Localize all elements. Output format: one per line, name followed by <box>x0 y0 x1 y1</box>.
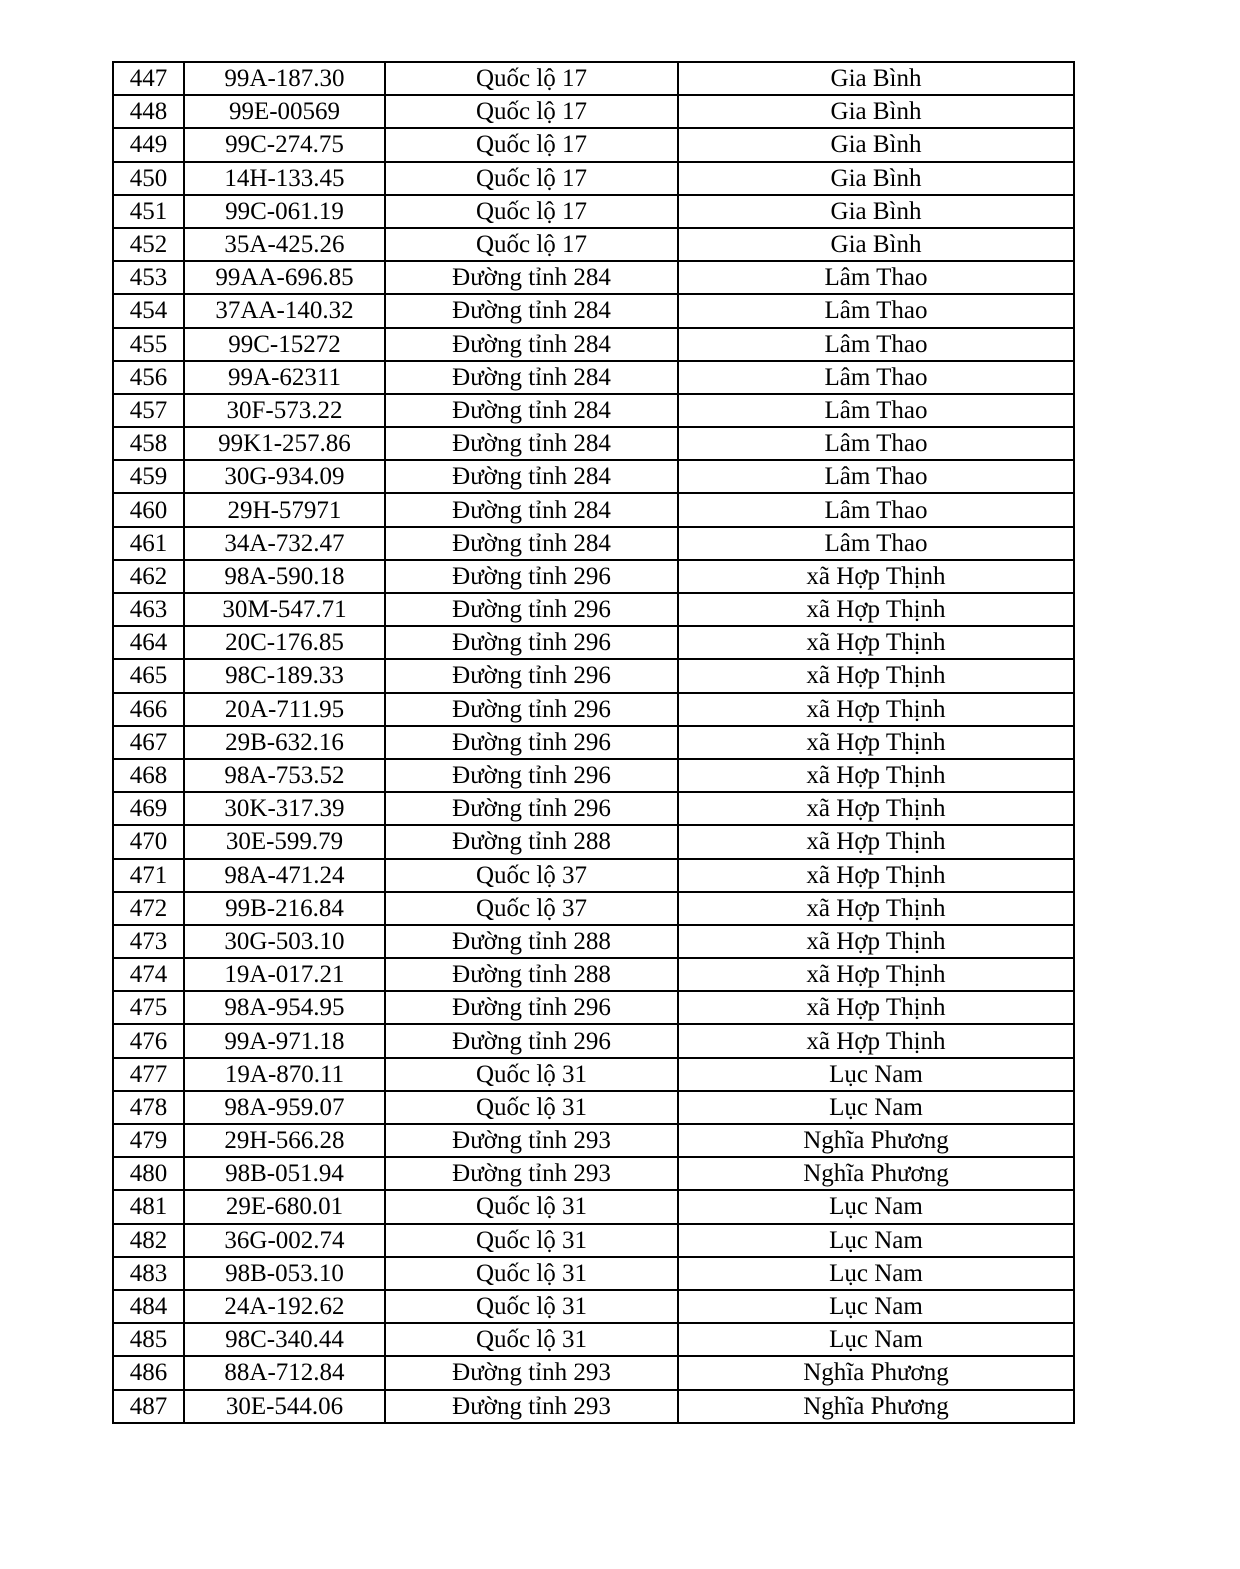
row-number-cell: 453 <box>113 261 184 294</box>
row-number-cell: 464 <box>113 626 184 659</box>
table-row <box>113 460 1074 493</box>
row-number-cell: 479 <box>113 1124 184 1157</box>
location-cell: Gia Bình <box>678 128 1074 161</box>
row-number-cell: 477 <box>113 1058 184 1091</box>
table-row <box>113 626 1074 659</box>
violations-table <box>112 61 1075 1424</box>
location-cell: Lâm Thao <box>678 261 1074 294</box>
road-cell: Đường tỉnh 284 <box>385 294 678 327</box>
row-number-cell: 481 <box>113 1190 184 1223</box>
license-plate-cell: 98B-053.10 <box>184 1257 385 1290</box>
road-cell: Quốc lộ 17 <box>385 162 678 195</box>
table-row <box>113 925 1074 958</box>
row-number-cell: 467 <box>113 726 184 759</box>
license-plate-cell: 20C-176.85 <box>184 626 385 659</box>
table-row <box>113 294 1074 327</box>
road-cell: Đường tỉnh 284 <box>385 493 678 526</box>
location-cell: Lâm Thao <box>678 328 1074 361</box>
row-number-cell: 470 <box>113 825 184 858</box>
row-number-cell: 484 <box>113 1290 184 1323</box>
road-cell: Quốc lộ 37 <box>385 892 678 925</box>
license-plate-cell: 30G-934.09 <box>184 460 385 493</box>
row-number-cell: 447 <box>113 62 184 95</box>
row-number-cell: 487 <box>113 1390 184 1423</box>
table-row <box>113 427 1074 460</box>
road-cell: Đường tỉnh 284 <box>385 460 678 493</box>
table-row <box>113 593 1074 626</box>
row-number-cell: 449 <box>113 128 184 161</box>
location-cell: xã Hợp Thịnh <box>678 792 1074 825</box>
road-cell: Quốc lộ 17 <box>385 62 678 95</box>
table-row <box>113 560 1074 593</box>
license-plate-cell: 98A-753.52 <box>184 759 385 792</box>
location-cell: Nghĩa Phương <box>678 1390 1074 1423</box>
table-row <box>113 1323 1074 1356</box>
location-cell: xã Hợp Thịnh <box>678 626 1074 659</box>
road-cell: Đường tỉnh 288 <box>385 825 678 858</box>
road-cell: Đường tỉnh 284 <box>385 261 678 294</box>
road-cell: Đường tỉnh 284 <box>385 361 678 394</box>
row-number-cell: 471 <box>113 859 184 892</box>
table-row <box>113 1257 1074 1290</box>
location-cell: Nghĩa Phương <box>678 1124 1074 1157</box>
license-plate-cell: 99C-15272 <box>184 328 385 361</box>
road-cell: Đường tỉnh 296 <box>385 991 678 1024</box>
location-cell: Lục Nam <box>678 1091 1074 1124</box>
road-cell: Đường tỉnh 284 <box>385 394 678 427</box>
row-number-cell: 476 <box>113 1024 184 1057</box>
road-cell: Đường tỉnh 293 <box>385 1390 678 1423</box>
license-plate-cell: 29H-57971 <box>184 493 385 526</box>
license-plate-cell: 24A-192.62 <box>184 1290 385 1323</box>
row-number-cell: 474 <box>113 958 184 991</box>
row-number-cell: 457 <box>113 394 184 427</box>
license-plate-cell: 99A-971.18 <box>184 1024 385 1057</box>
location-cell: Lâm Thao <box>678 394 1074 427</box>
table-row <box>113 1224 1074 1257</box>
license-plate-cell: 99K1-257.86 <box>184 427 385 460</box>
table-row <box>113 394 1074 427</box>
location-cell: Gia Bình <box>678 195 1074 228</box>
row-number-cell: 468 <box>113 759 184 792</box>
road-cell: Đường tỉnh 284 <box>385 427 678 460</box>
row-number-cell: 483 <box>113 1257 184 1290</box>
row-number-cell: 473 <box>113 925 184 958</box>
table-row <box>113 128 1074 161</box>
location-cell: xã Hợp Thịnh <box>678 1024 1074 1057</box>
table-row <box>113 1024 1074 1057</box>
license-plate-cell: 99C-061.19 <box>184 195 385 228</box>
table-row <box>113 759 1074 792</box>
table-row <box>113 991 1074 1024</box>
row-number-cell: 461 <box>113 527 184 560</box>
row-number-cell: 486 <box>113 1356 184 1389</box>
row-number-cell: 458 <box>113 427 184 460</box>
road-cell: Quốc lộ 31 <box>385 1323 678 1356</box>
table-row <box>113 328 1074 361</box>
row-number-cell: 451 <box>113 195 184 228</box>
table-row <box>113 493 1074 526</box>
row-number-cell: 466 <box>113 693 184 726</box>
road-cell: Đường tỉnh 288 <box>385 958 678 991</box>
license-plate-cell: 14H-133.45 <box>184 162 385 195</box>
license-plate-cell: 30K-317.39 <box>184 792 385 825</box>
table-body <box>113 62 1074 1423</box>
license-plate-cell: 29H-566.28 <box>184 1124 385 1157</box>
table-row <box>113 726 1074 759</box>
road-cell: Đường tỉnh 296 <box>385 593 678 626</box>
table-row <box>113 162 1074 195</box>
license-plate-cell: 36G-002.74 <box>184 1224 385 1257</box>
table-row <box>113 693 1074 726</box>
license-plate-cell: 99AA-696.85 <box>184 261 385 294</box>
location-cell: xã Hợp Thịnh <box>678 693 1074 726</box>
location-cell: Gia Bình <box>678 228 1074 261</box>
location-cell: Nghĩa Phương <box>678 1356 1074 1389</box>
table-row <box>113 261 1074 294</box>
road-cell: Quốc lộ 31 <box>385 1091 678 1124</box>
road-cell: Quốc lộ 31 <box>385 1290 678 1323</box>
license-plate-cell: 98A-471.24 <box>184 859 385 892</box>
license-plate-cell: 20A-711.95 <box>184 693 385 726</box>
row-number-cell: 480 <box>113 1157 184 1190</box>
location-cell: Lâm Thao <box>678 527 1074 560</box>
table-row <box>113 1124 1074 1157</box>
row-number-cell: 478 <box>113 1091 184 1124</box>
location-cell: Nghĩa Phương <box>678 1157 1074 1190</box>
location-cell: xã Hợp Thịnh <box>678 859 1074 892</box>
table-row <box>113 1290 1074 1323</box>
table-row <box>113 62 1074 95</box>
license-plate-cell: 99E-00569 <box>184 95 385 128</box>
row-number-cell: 448 <box>113 95 184 128</box>
road-cell: Đường tỉnh 296 <box>385 659 678 692</box>
location-cell: xã Hợp Thịnh <box>678 659 1074 692</box>
license-plate-cell: 98A-959.07 <box>184 1091 385 1124</box>
table-row <box>113 527 1074 560</box>
location-cell: Gia Bình <box>678 95 1074 128</box>
road-cell: Đường tỉnh 288 <box>385 925 678 958</box>
road-cell: Quốc lộ 31 <box>385 1257 678 1290</box>
table-row <box>113 958 1074 991</box>
row-number-cell: 482 <box>113 1224 184 1257</box>
location-cell: Lâm Thao <box>678 294 1074 327</box>
road-cell: Đường tỉnh 296 <box>385 726 678 759</box>
road-cell: Quốc lộ 37 <box>385 859 678 892</box>
table-row <box>113 228 1074 261</box>
location-cell: xã Hợp Thịnh <box>678 925 1074 958</box>
row-number-cell: 475 <box>113 991 184 1024</box>
license-plate-cell: 98C-189.33 <box>184 659 385 692</box>
location-cell: Gia Bình <box>678 62 1074 95</box>
location-cell: Lục Nam <box>678 1257 1074 1290</box>
table-row <box>113 1091 1074 1124</box>
license-plate-cell: 30F-573.22 <box>184 394 385 427</box>
road-cell: Đường tỉnh 296 <box>385 693 678 726</box>
license-plate-cell: 19A-017.21 <box>184 958 385 991</box>
road-cell: Đường tỉnh 293 <box>385 1157 678 1190</box>
road-cell: Đường tỉnh 296 <box>385 792 678 825</box>
row-number-cell: 460 <box>113 493 184 526</box>
location-cell: xã Hợp Thịnh <box>678 892 1074 925</box>
license-plate-cell: 34A-732.47 <box>184 527 385 560</box>
license-plate-cell: 19A-870.11 <box>184 1058 385 1091</box>
license-plate-cell: 98C-340.44 <box>184 1323 385 1356</box>
license-plate-cell: 29E-680.01 <box>184 1190 385 1223</box>
license-plate-cell: 30E-599.79 <box>184 825 385 858</box>
location-cell: xã Hợp Thịnh <box>678 958 1074 991</box>
location-cell: xã Hợp Thịnh <box>678 825 1074 858</box>
row-number-cell: 469 <box>113 792 184 825</box>
location-cell: xã Hợp Thịnh <box>678 759 1074 792</box>
location-cell: xã Hợp Thịnh <box>678 991 1074 1024</box>
license-plate-cell: 99A-62311 <box>184 361 385 394</box>
row-number-cell: 454 <box>113 294 184 327</box>
location-cell: Lục Nam <box>678 1323 1074 1356</box>
road-cell: Đường tỉnh 296 <box>385 1024 678 1057</box>
road-cell: Đường tỉnh 284 <box>385 527 678 560</box>
license-plate-cell: 98A-590.18 <box>184 560 385 593</box>
license-plate-cell: 98A-954.95 <box>184 991 385 1024</box>
location-cell: Lâm Thao <box>678 361 1074 394</box>
road-cell: Quốc lộ 17 <box>385 195 678 228</box>
license-plate-cell: 35A-425.26 <box>184 228 385 261</box>
table-row <box>113 95 1074 128</box>
location-cell: Gia Bình <box>678 162 1074 195</box>
row-number-cell: 485 <box>113 1323 184 1356</box>
road-cell: Đường tỉnh 293 <box>385 1124 678 1157</box>
location-cell: xã Hợp Thịnh <box>678 593 1074 626</box>
road-cell: Đường tỉnh 296 <box>385 626 678 659</box>
location-cell: Lâm Thao <box>678 427 1074 460</box>
license-plate-cell: 37AA-140.32 <box>184 294 385 327</box>
table-row <box>113 1058 1074 1091</box>
road-cell: Quốc lộ 31 <box>385 1224 678 1257</box>
license-plate-cell: 29B-632.16 <box>184 726 385 759</box>
table-row <box>113 892 1074 925</box>
location-cell: xã Hợp Thịnh <box>678 560 1074 593</box>
row-number-cell: 450 <box>113 162 184 195</box>
road-cell: Đường tỉnh 296 <box>385 759 678 792</box>
table-row <box>113 792 1074 825</box>
location-cell: xã Hợp Thịnh <box>678 726 1074 759</box>
road-cell: Quốc lộ 17 <box>385 128 678 161</box>
license-plate-cell: 88A-712.84 <box>184 1356 385 1389</box>
road-cell: Quốc lộ 31 <box>385 1058 678 1091</box>
location-cell: Lục Nam <box>678 1190 1074 1223</box>
location-cell: Lâm Thao <box>678 460 1074 493</box>
table-row <box>113 195 1074 228</box>
road-cell: Đường tỉnh 296 <box>385 560 678 593</box>
location-cell: Lâm Thao <box>678 493 1074 526</box>
road-cell: Đường tỉnh 293 <box>385 1356 678 1389</box>
table-row <box>113 1190 1074 1223</box>
table-row <box>113 1157 1074 1190</box>
table-row <box>113 659 1074 692</box>
license-plate-cell: 30E-544.06 <box>184 1390 385 1423</box>
location-cell: Lục Nam <box>678 1290 1074 1323</box>
road-cell: Quốc lộ 17 <box>385 228 678 261</box>
table-row <box>113 825 1074 858</box>
table-row <box>113 361 1074 394</box>
license-plate-cell: 99A-187.30 <box>184 62 385 95</box>
table-row <box>113 859 1074 892</box>
location-cell: Lục Nam <box>678 1224 1074 1257</box>
row-number-cell: 463 <box>113 593 184 626</box>
license-plate-cell: 30G-503.10 <box>184 925 385 958</box>
road-cell: Quốc lộ 17 <box>385 95 678 128</box>
row-number-cell: 462 <box>113 560 184 593</box>
table-row <box>113 1356 1074 1389</box>
license-plate-cell: 30M-547.71 <box>184 593 385 626</box>
row-number-cell: 455 <box>113 328 184 361</box>
location-cell: Lục Nam <box>678 1058 1074 1091</box>
table-row <box>113 1390 1074 1423</box>
license-plate-cell: 99B-216.84 <box>184 892 385 925</box>
row-number-cell: 456 <box>113 361 184 394</box>
row-number-cell: 472 <box>113 892 184 925</box>
license-plate-cell: 99C-274.75 <box>184 128 385 161</box>
row-number-cell: 465 <box>113 659 184 692</box>
row-number-cell: 459 <box>113 460 184 493</box>
road-cell: Quốc lộ 31 <box>385 1190 678 1223</box>
road-cell: Đường tỉnh 284 <box>385 328 678 361</box>
license-plate-cell: 98B-051.94 <box>184 1157 385 1190</box>
row-number-cell: 452 <box>113 228 184 261</box>
